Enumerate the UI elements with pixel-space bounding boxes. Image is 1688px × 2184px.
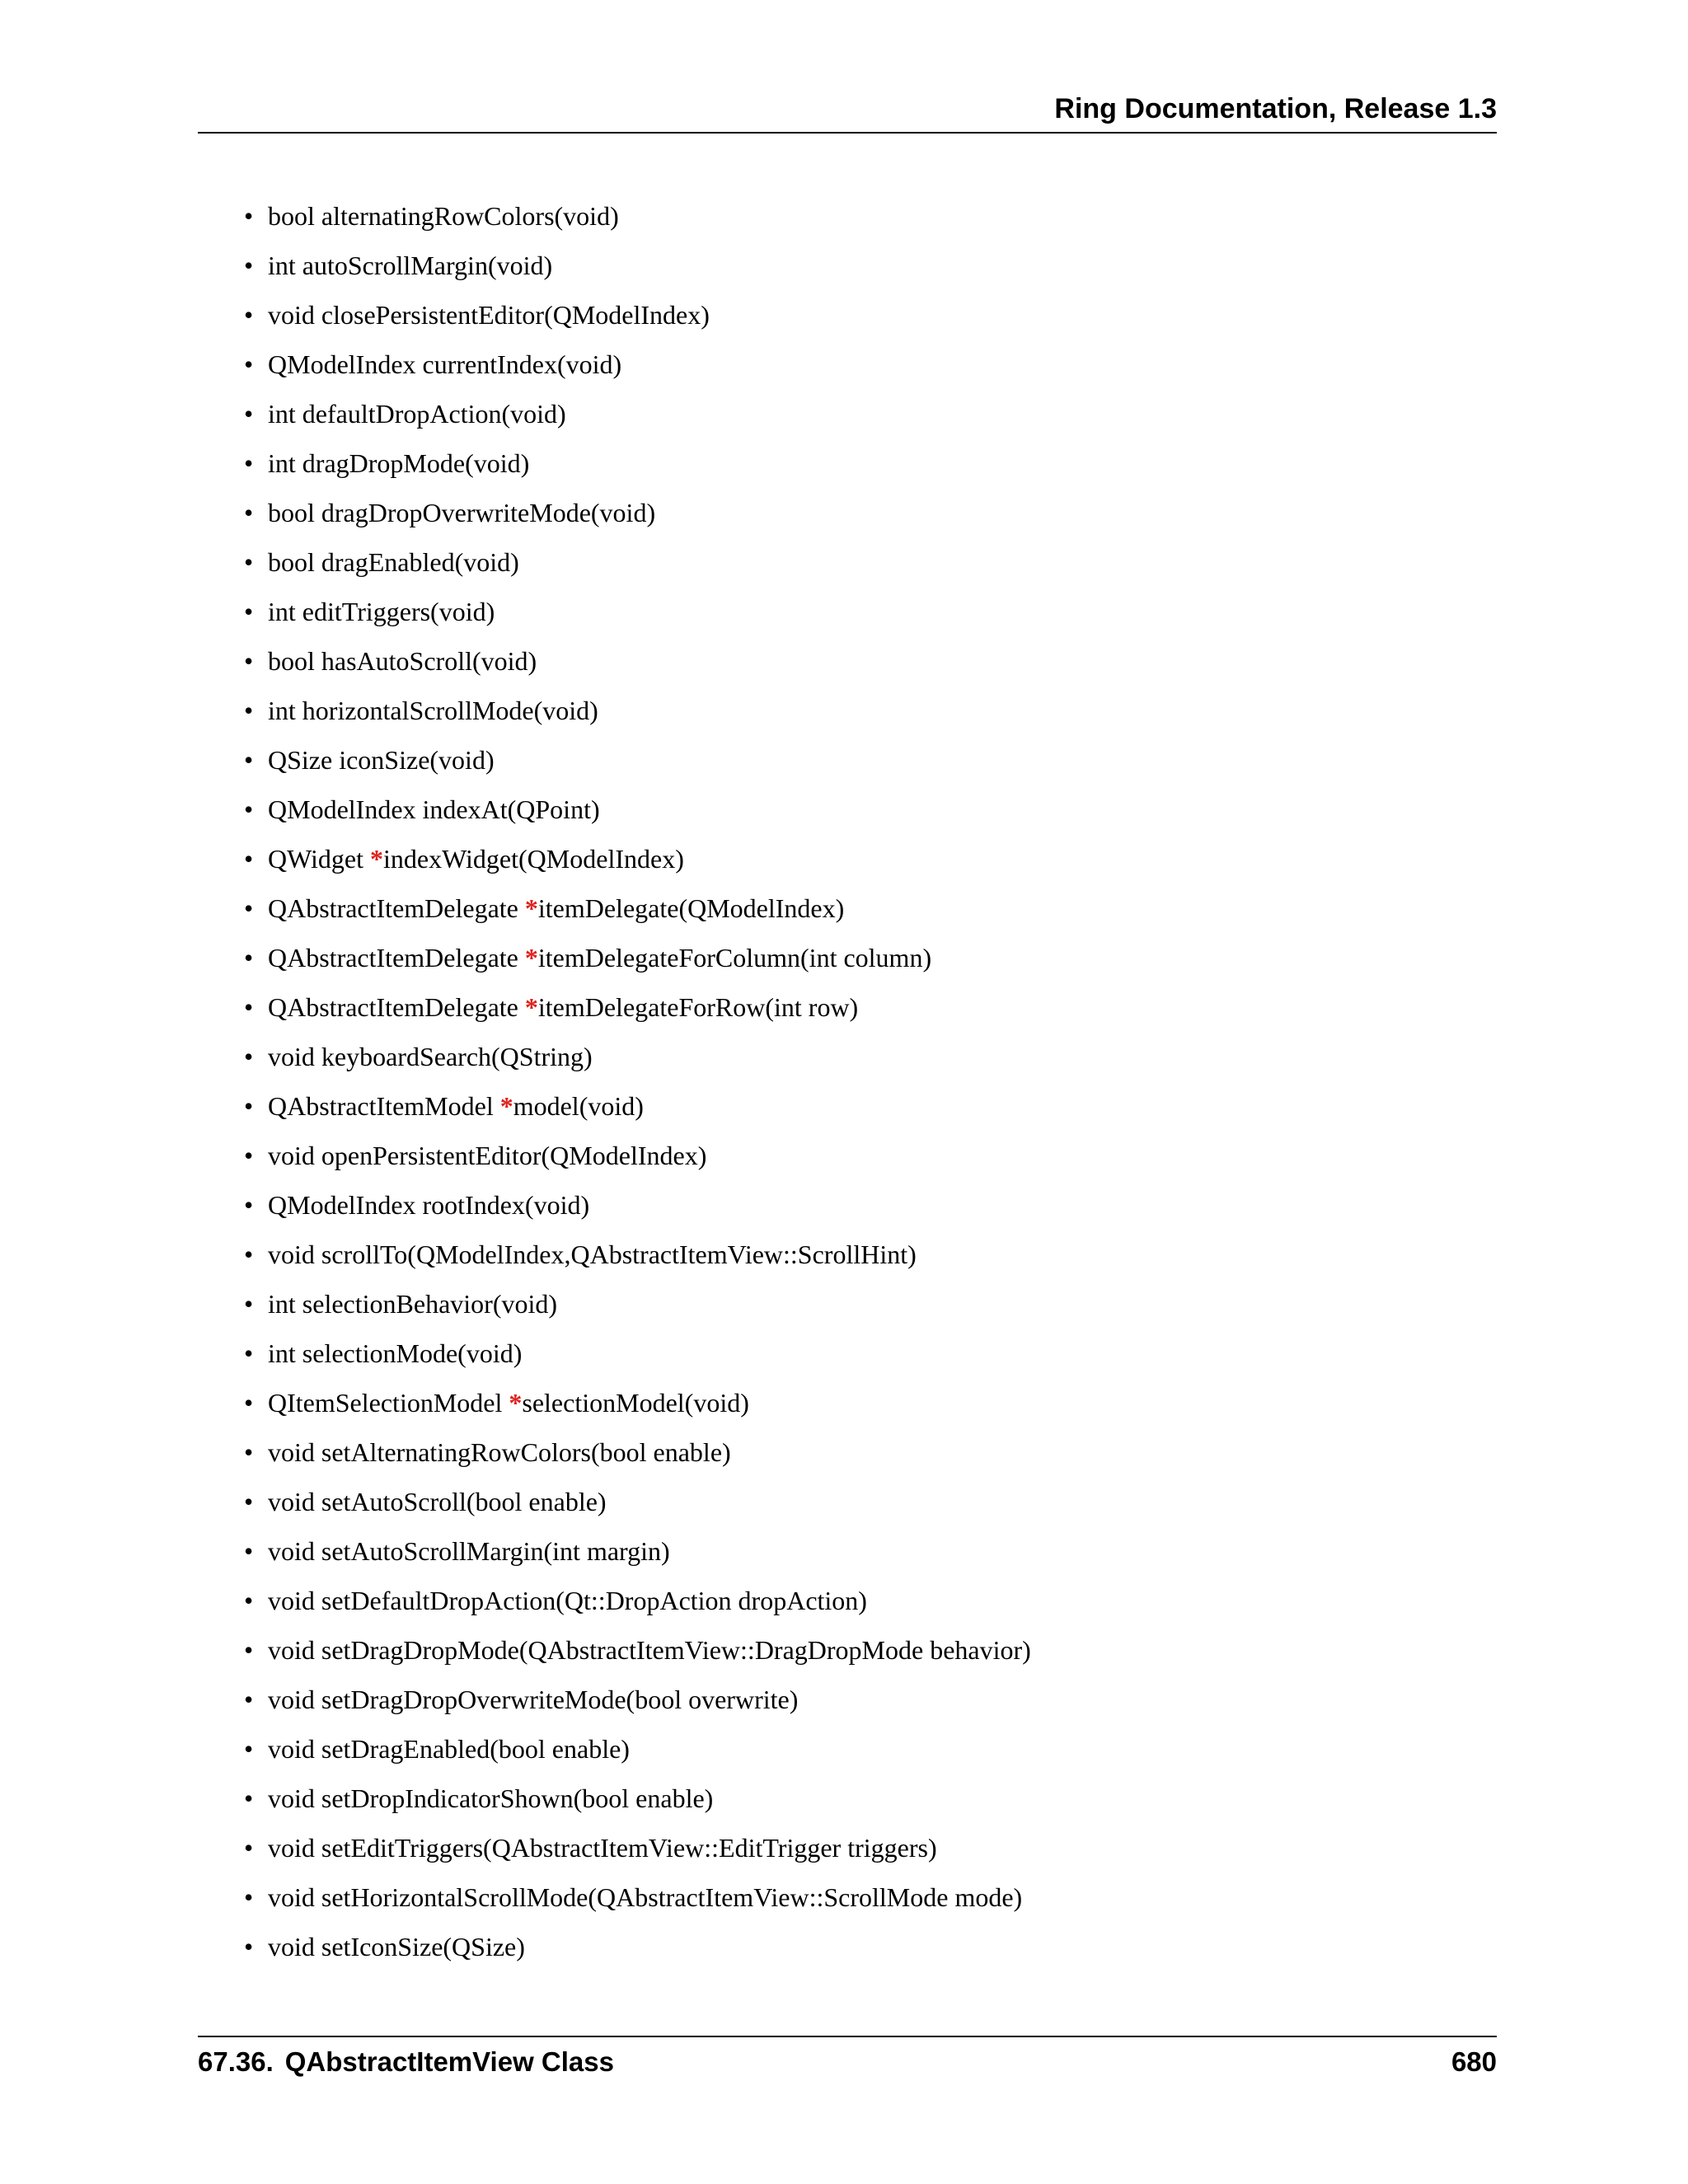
- pointer-star: *: [524, 992, 538, 1022]
- method-text: bool hasAutoScroll(void): [268, 646, 537, 676]
- list-item: [198, 395, 1497, 444]
- method-text-rest: model(void): [513, 1091, 644, 1121]
- method-text: void keyboardSearch(QString): [268, 1042, 593, 1071]
- method-text: void setAutoScrollMargin(int margin): [268, 1536, 670, 1566]
- list-item: [198, 1928, 1497, 1977]
- pointer-star: *: [499, 1091, 513, 1121]
- method-text: void setDropIndicatorShown(bool enable): [268, 1783, 714, 1813]
- bullet-icon: •: [244, 1932, 254, 1961]
- bullet-icon: •: [244, 1536, 254, 1566]
- bullet-icon: •: [244, 696, 254, 725]
- bullet-icon: •: [244, 300, 254, 330]
- footer-section: [198, 2046, 614, 2079]
- bullet-icon: •: [244, 399, 254, 429]
- footer-section-number: 67.36.: [198, 2046, 274, 2077]
- bullet-icon: •: [244, 646, 254, 676]
- bullet-icon: •: [244, 1734, 254, 1764]
- bullet-icon: •: [244, 597, 254, 626]
- bullet-icon: •: [244, 349, 254, 379]
- method-text: void setAlternatingRowColors(bool enable): [268, 1437, 731, 1467]
- bullet-icon: •: [244, 844, 254, 874]
- bullet-icon: •: [244, 1141, 254, 1170]
- list-item: [198, 840, 1497, 889]
- list-item: [198, 1730, 1497, 1779]
- method-text: int dragDropMode(void): [268, 448, 530, 478]
- list-item: [198, 1285, 1497, 1334]
- method-text-rest: itemDelegate(QModelIndex): [537, 893, 845, 923]
- method-text: QWidget: [268, 844, 371, 874]
- list-item: [198, 1829, 1497, 1878]
- bullet-icon: •: [244, 1190, 254, 1220]
- method-text: void closePersistentEditor(QModelIndex): [268, 300, 710, 330]
- method-text: bool alternatingRowColors(void): [268, 201, 619, 231]
- bullet-icon: •: [244, 1685, 254, 1714]
- method-text: QAbstractItemDelegate: [268, 992, 525, 1022]
- list-item: [198, 1680, 1497, 1730]
- list-item: [198, 939, 1497, 988]
- method-text: int editTriggers(void): [268, 597, 495, 626]
- method-text: QAbstractItemDelegate: [268, 893, 525, 923]
- bullet-icon: •: [244, 1240, 254, 1269]
- list-item: [198, 197, 1497, 246]
- list-item: [198, 444, 1497, 494]
- list-item: [198, 296, 1497, 345]
- method-text: void setAutoScroll(bool enable): [268, 1487, 607, 1516]
- bullet-icon: •: [244, 1487, 254, 1516]
- list-item: [198, 1334, 1497, 1384]
- bullet-icon: •: [244, 1882, 254, 1912]
- list-item: [198, 593, 1497, 642]
- method-text-rest: indexWidget(QModelIndex): [383, 844, 684, 874]
- footer-page-number: 680: [1451, 2046, 1497, 2077]
- list-item: [198, 1384, 1497, 1433]
- footer-section-title: QAbstractItemView Class: [284, 2046, 614, 2077]
- method-text-rest: selectionModel(void): [522, 1388, 749, 1418]
- pointer-star: *: [524, 893, 538, 923]
- bullet-icon: •: [244, 1437, 254, 1467]
- bullet-icon: •: [244, 745, 254, 775]
- bullet-icon: •: [244, 1388, 254, 1418]
- list-item: [198, 543, 1497, 593]
- list-item: [198, 1433, 1497, 1483]
- method-text: void setDefaultDropAction(Qt::DropAction dropAction): [268, 1586, 867, 1615]
- pointer-star: *: [524, 943, 538, 972]
- method-text: void setDragEnabled(bool enable): [268, 1734, 630, 1764]
- list-item: [198, 1137, 1497, 1186]
- method-text: int autoScrollMargin(void): [268, 251, 553, 280]
- method-text-rest: itemDelegateForColumn(int column): [537, 943, 932, 972]
- bullet-icon: •: [244, 1091, 254, 1121]
- bullet-icon: •: [244, 1783, 254, 1813]
- method-text: void setEditTriggers(QAbstractItemView::EditTrigger triggers): [268, 1833, 937, 1863]
- pointer-star: *: [509, 1388, 523, 1418]
- bullet-icon: •: [244, 992, 254, 1022]
- bullet-icon: •: [244, 251, 254, 280]
- list-item: [198, 1532, 1497, 1582]
- method-text: int selectionMode(void): [268, 1338, 523, 1368]
- list-item: [198, 494, 1497, 543]
- bullet-icon: •: [244, 1833, 254, 1863]
- method-text: int selectionBehavior(void): [268, 1289, 558, 1319]
- method-text: QItemSelectionModel: [268, 1388, 509, 1418]
- list-item: [198, 345, 1497, 395]
- method-text: bool dragDropOverwriteMode(void): [268, 498, 656, 527]
- list-item: [198, 691, 1497, 741]
- bullet-icon: •: [244, 547, 254, 577]
- method-text: void setIconSize(QSize): [268, 1932, 525, 1961]
- method-text: QModelIndex indexAt(QPoint): [268, 794, 600, 824]
- method-text: void openPersistentEditor(QModelIndex): [268, 1141, 707, 1170]
- bullet-icon: •: [244, 1042, 254, 1071]
- list-item: [198, 790, 1497, 840]
- method-text: QAbstractItemModel: [268, 1091, 500, 1121]
- list-item: [198, 642, 1497, 691]
- list-item: [198, 889, 1497, 939]
- bullet-icon: •: [244, 201, 254, 231]
- method-text: int defaultDropAction(void): [268, 399, 566, 429]
- bullet-icon: •: [244, 794, 254, 824]
- method-text: void setDragDropMode(QAbstractItemView::DragDropMode behavior): [268, 1635, 1031, 1665]
- method-text: int horizontalScrollMode(void): [268, 696, 598, 725]
- method-text: QModelIndex currentIndex(void): [268, 349, 622, 379]
- method-text: QAbstractItemDelegate: [268, 943, 525, 972]
- method-text: void setHorizontalScrollMode(QAbstractItemView::ScrollMode mode): [268, 1882, 1023, 1912]
- method-text: QSize iconSize(void): [268, 745, 495, 775]
- list-item: [198, 741, 1497, 790]
- list-item: [198, 1878, 1497, 1928]
- list-item: [198, 1038, 1497, 1087]
- bullet-icon: •: [244, 498, 254, 527]
- bullet-icon: •: [244, 1289, 254, 1319]
- method-text: void setDragDropOverwriteMode(bool overwrite): [268, 1685, 799, 1714]
- bullet-icon: •: [244, 943, 254, 972]
- bullet-icon: •: [244, 1635, 254, 1665]
- header-title: Ring Documentation, Release 1.3: [1054, 93, 1497, 124]
- list-item: [198, 1186, 1497, 1235]
- page-header: [198, 91, 1497, 134]
- method-text: void scrollTo(QModelIndex,QAbstractItemView::ScrollHint): [268, 1240, 917, 1269]
- bullet-icon: •: [244, 1338, 254, 1368]
- list-item: [198, 1483, 1497, 1532]
- list-item: [198, 1779, 1497, 1829]
- list-item: [198, 246, 1497, 296]
- method-text: QModelIndex rootIndex(void): [268, 1190, 590, 1220]
- list-item: [198, 1631, 1497, 1680]
- bullet-icon: •: [244, 1586, 254, 1615]
- page-footer: [198, 2036, 1497, 2087]
- list-item: [198, 988, 1497, 1038]
- bullet-icon: •: [244, 893, 254, 923]
- list-item: [198, 1087, 1497, 1137]
- list-item: [198, 1582, 1497, 1631]
- pointer-star: *: [370, 844, 384, 874]
- bullet-icon: •: [244, 448, 254, 478]
- method-text-rest: itemDelegateForRow(int row): [537, 992, 859, 1022]
- list-item: [198, 1235, 1497, 1285]
- method-text: bool dragEnabled(void): [268, 547, 519, 577]
- method-list-container: [198, 197, 1497, 1977]
- method-list: [198, 197, 1497, 1977]
